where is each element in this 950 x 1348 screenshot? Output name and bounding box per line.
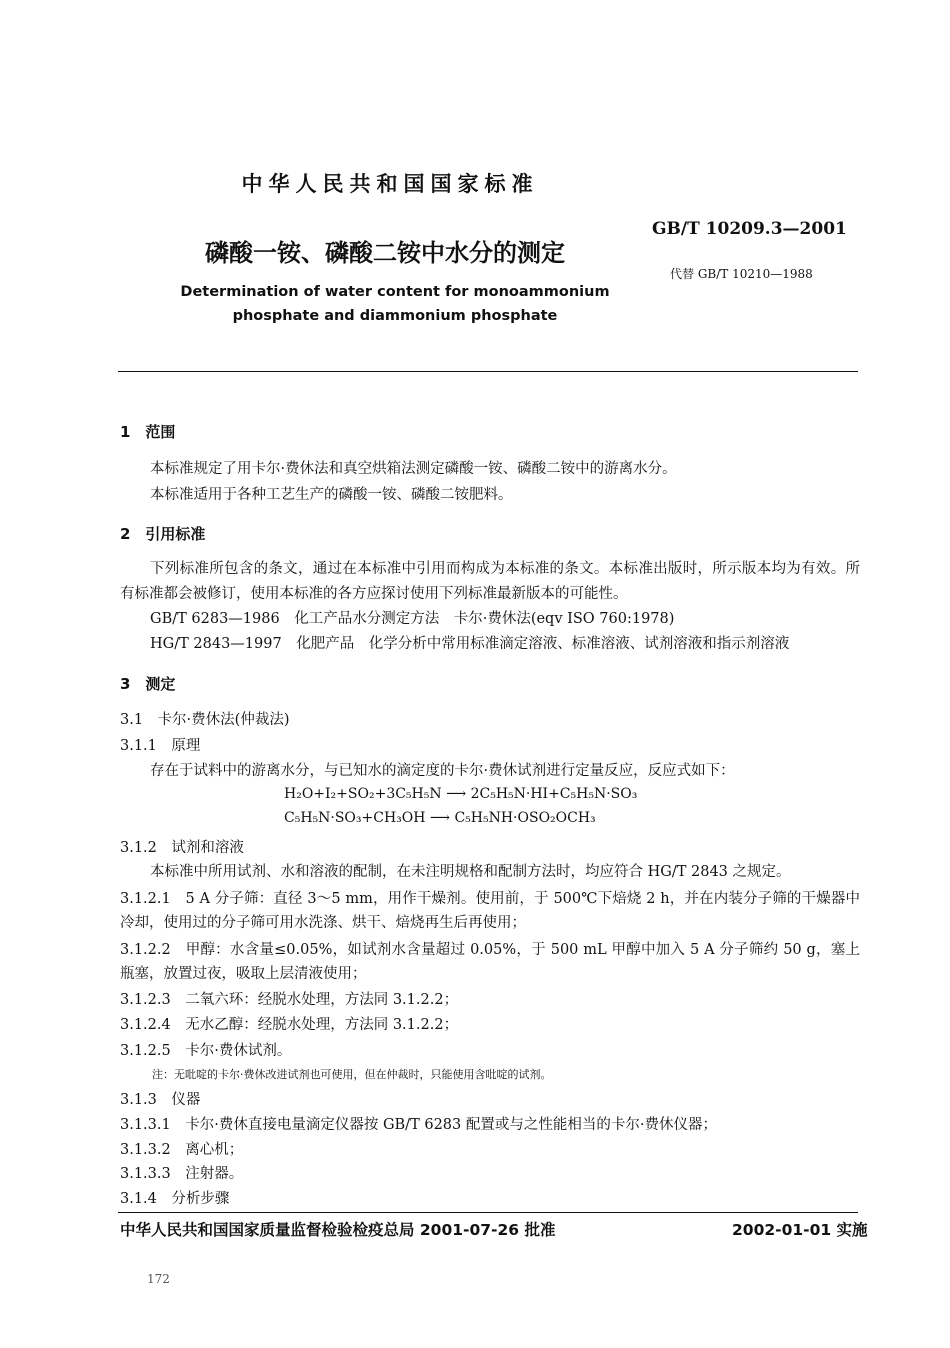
clause-3-1-2-2: 3.1.2.2 甲醇：水含量≤0.05%，如试剂水含量超过 0.05%，于 500 mL 甲醇中加入 5 A 分子筛约 50 g，塞上瓶塞，放置过夜，吸取上层清液使用； [120,942,860,982]
document-title-en-line1: Determination of water content for monoammonium [180,284,610,300]
replaces-standard: 代替 GB/T 10210—1988 [670,267,813,281]
clause-3-1-2-3: 3.1.2.3 二氧六环：经脱水处理，方法同 3.1.2.2； [120,992,459,1008]
reaction-formula-2: C₅H₅N·SO₃+CH₃OH ⟶ C₅H₅NH·OSO₂OCH₃ [284,810,596,826]
reference-gbt-6283: GB/T 6283—1986 化工产品水分测定方法 卡尔·费休法(eqv ISO 760:1978) [150,611,675,627]
national-standard-title: 中华人民共和国国家标准 [241,172,539,196]
footer-divider [118,1212,858,1213]
clause-3-1-2: 3.1.2 试剂和溶液 [120,840,244,856]
clause-3-1-3-3: 3.1.3.3 注射器。 [120,1166,244,1182]
clause-3-1-3-1: 3.1.3.1 卡尔·费休直接电量滴定仪器按 GB/T 6283 配置或与之性能相当的卡尔·费休仪器； [120,1117,717,1133]
reaction-formula-1: H₂O+I₂+SO₂+3C₅H₅N ⟶ 2C₅H₅N·HI+C₅H₅N·SO₃ [284,786,638,802]
clause-3-1-1-text: 存在于试料中的游离水分，与已知水的滴定度的卡尔·费休试剂进行定量反应，反应式如下： [150,763,735,779]
clause-3-1-2-text: 本标准中所用试剂、水和溶液的配制，在未注明规格和配制方法时，均应符合 HG/T 2843 之规定。 [150,864,791,880]
clause-3-1-1: 3.1.1 原理 [120,738,201,754]
section-3-heading: 3 测定 [120,675,176,693]
approval-line: 中华人民共和国国家质量监督检验检疫总局 2001-07-26 批准 [120,1221,556,1239]
clause-3-1-3: 3.1.3 仪器 [120,1092,201,1108]
section-1-paragraph-2: 本标准适用于各种工艺生产的磷酸一铵、磷酸二铵肥料。 [150,487,513,503]
page-number: 172 [147,1272,170,1286]
section-1-paragraph-1: 本标准规定了用卡尔·费休法和真空烘箱法测定磷酸一铵、磷酸二铵中的游离水分。 [150,461,677,477]
section-2-paragraph: 下列标准所包含的条文，通过在本标准中引用而构成为本标准的条文。本标准出版时，所示版本均为有效。所有标准都会被修订，使用本标准的各方应探讨使用下列标准最新版本的可能性。 [120,561,860,602]
document-title-en-line2: phosphate and diammonium phosphate [232,308,558,324]
header-divider [118,371,858,372]
clause-3-1-3-2: 3.1.3.2 离心机； [120,1142,244,1158]
implementation-date: 2002-01-01 实施 [732,1221,868,1239]
clause-3-1-4: 3.1.4 分析步骤 [120,1191,230,1207]
section-2-heading: 2 引用标准 [120,525,206,543]
note-pyridine: 注：无吡啶的卡尔·费休改进试剂也可使用，但在仲裁时，只能使用含吡啶的试剂。 [152,1068,552,1081]
reference-hgt-2843: HG/T 2843—1997 化肥产品 化学分析中常用标准滴定溶液、标准溶液、试剂溶液和指示剂溶液 [150,636,790,652]
section-1-heading: 1 范围 [120,423,176,441]
clause-3-1: 3.1 卡尔·费休法(仲裁法) [120,712,290,728]
clause-3-1-2-5: 3.1.2.5 卡尔·费休试剂。 [120,1043,292,1059]
clause-3-1-2-4: 3.1.2.4 无水乙醇：经脱水处理，方法同 3.1.2.2； [120,1017,459,1033]
clause-3-1-2-1: 3.1.2.1 5 A 分子筛：直径 3～5 mm，用作干燥剂。使用前，于 500℃下焙烧 2 h，并在内装分子筛的干燥器中冷却，使用过的分子筛可用水洗涤、烘干、焙烧再生后再使用； [120,891,860,931]
document-title-cn: 磷酸一铵、磷酸二铵中水分的测定 [205,239,565,267]
standard-number: GB/T 10209.3—2001 [652,219,847,239]
